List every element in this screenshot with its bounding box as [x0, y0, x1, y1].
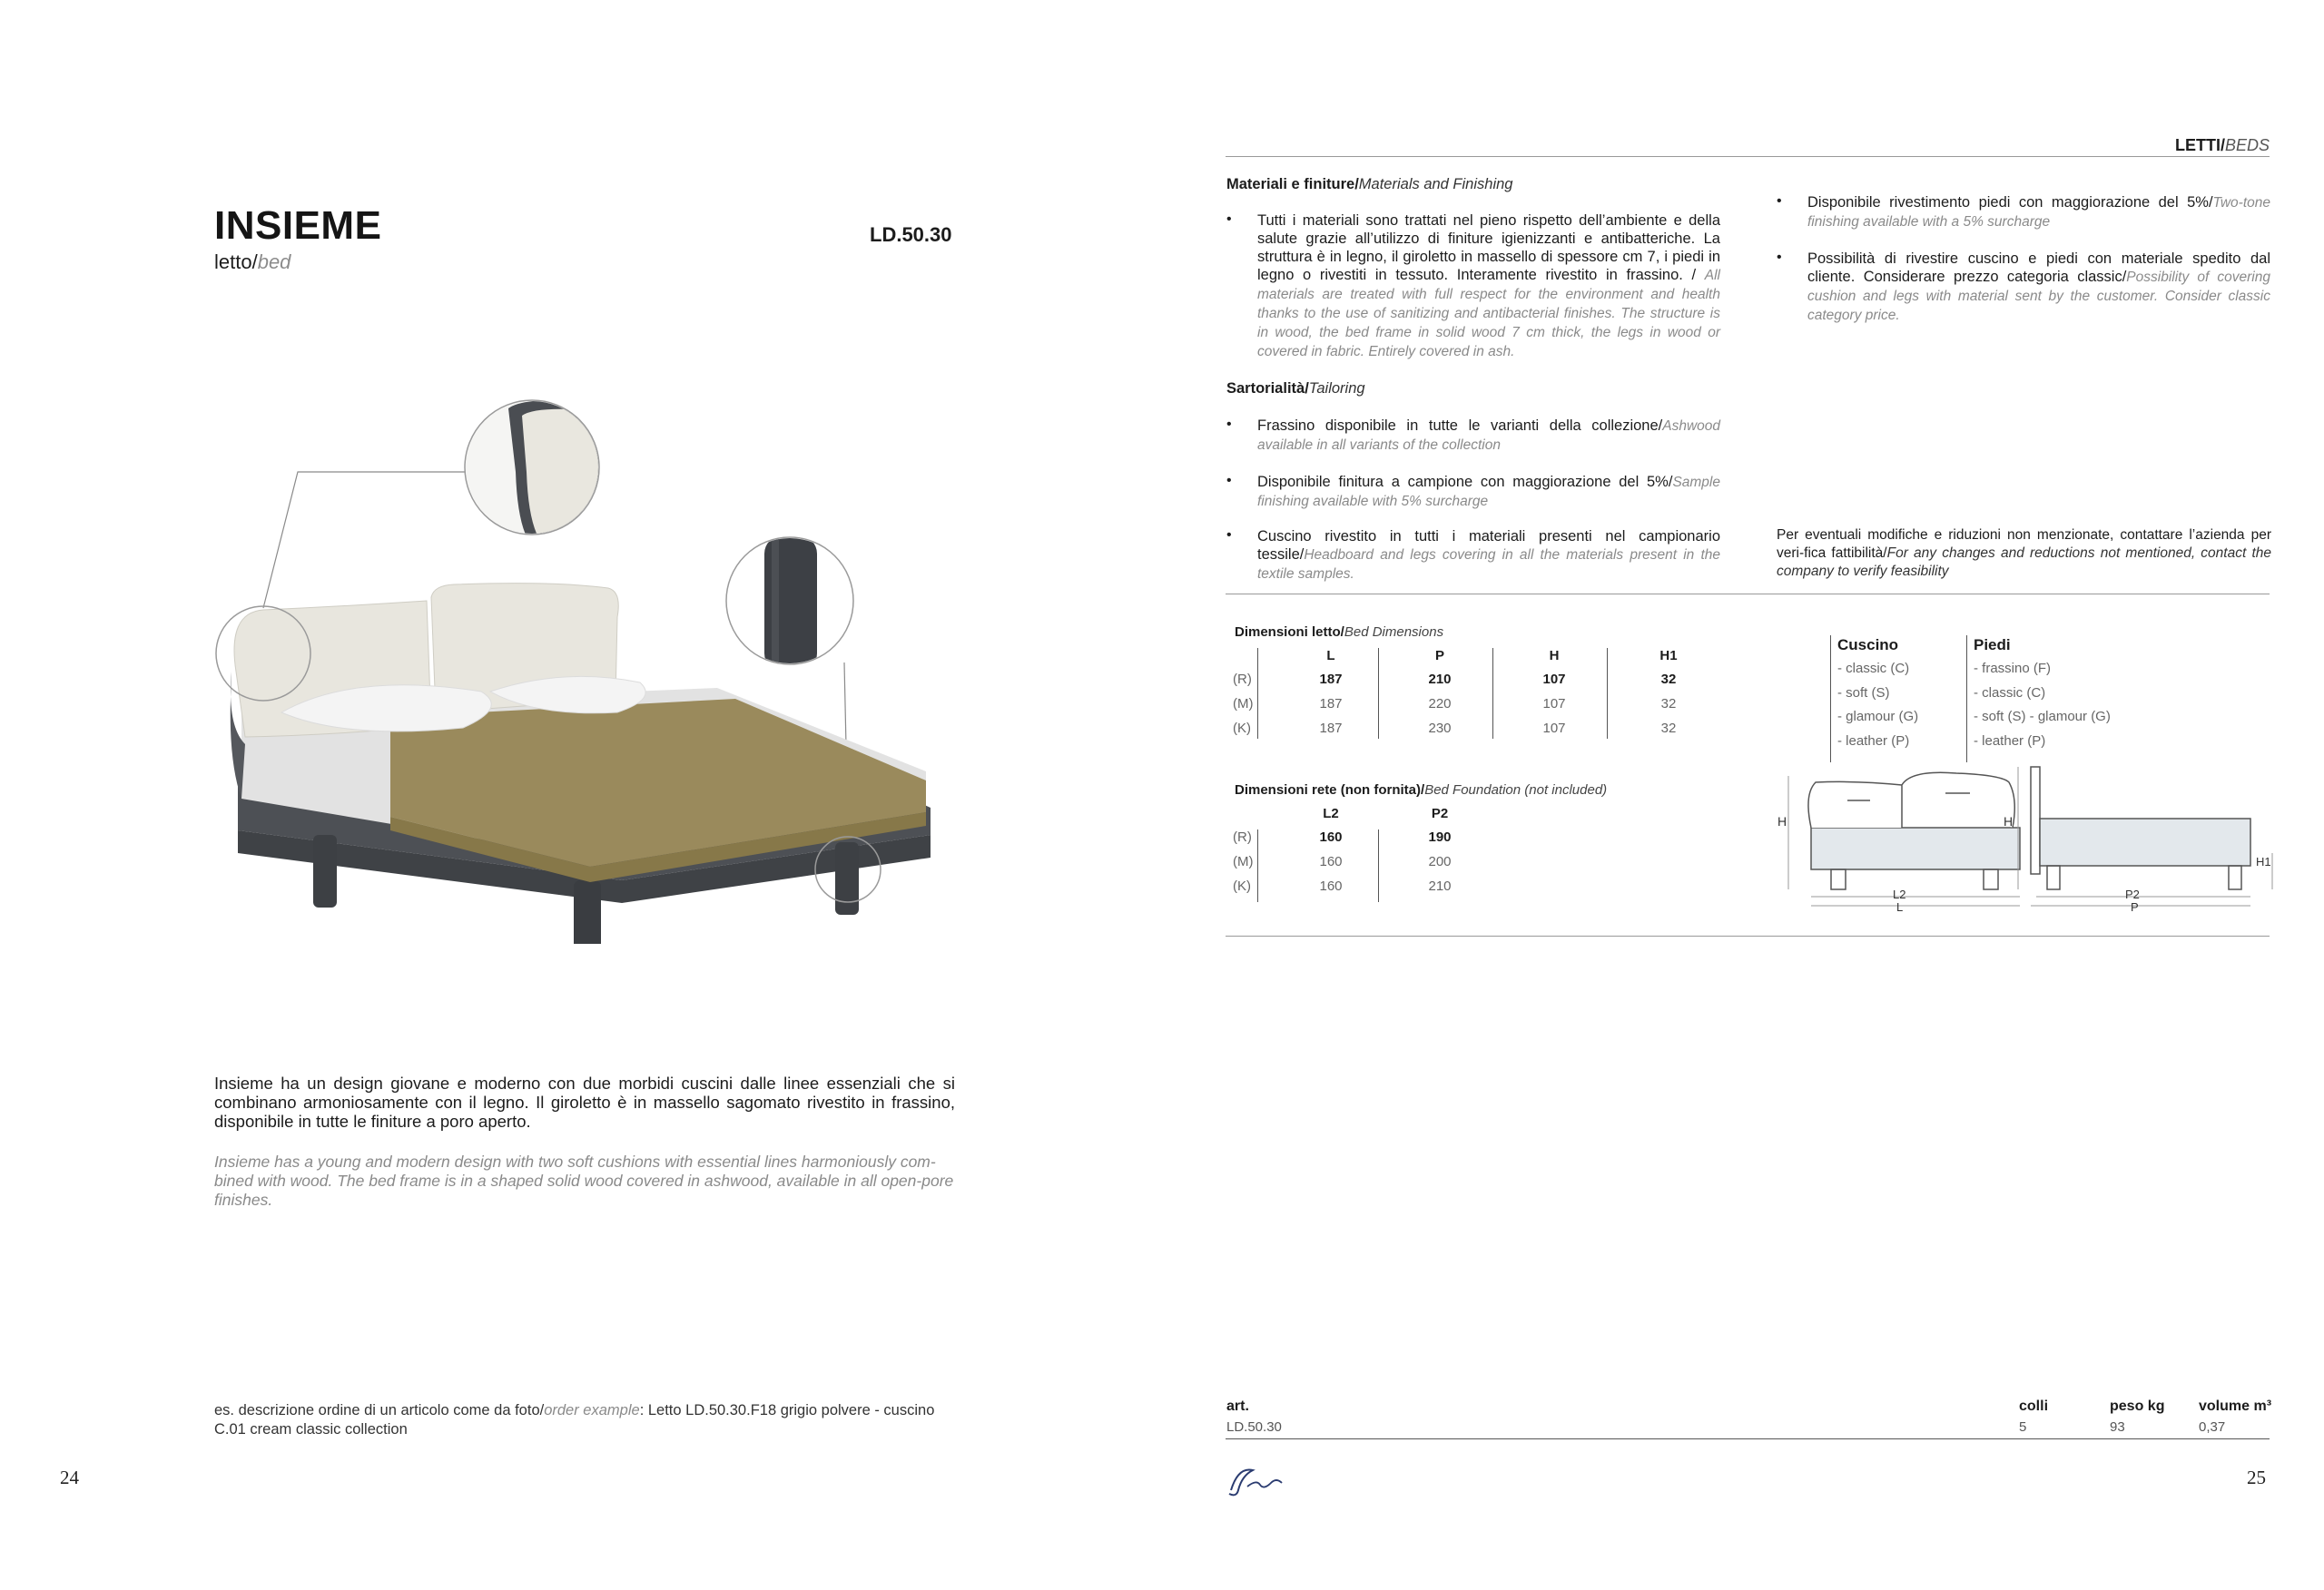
technical-drawing [1775, 762, 2283, 917]
foundation-title-en: Bed Foundation (not included) [1424, 782, 1608, 798]
product-type-en: bed [257, 250, 291, 273]
list-item: - soft (S) - glamour (G) [1974, 709, 2111, 724]
leg-detail-callout [726, 535, 853, 672]
list-item: - leather (P) [1974, 732, 2046, 749]
footer-header-volume: volume m³ [2199, 1399, 2272, 1414]
order-example-prefix: es. descrizione ordine di un articolo come da foto/ [214, 1402, 545, 1418]
foundation-title-it: Dimensioni rete (non fornita)/ [1235, 782, 1425, 798]
materials-bullet [1226, 211, 1720, 361]
order-example [214, 1401, 959, 1439]
bullet-dot: • [1226, 527, 1232, 543]
table-row [1235, 829, 1507, 849]
table-row [1235, 696, 1734, 716]
list-item: - classic (C) [1837, 661, 1910, 676]
bullet-text-en: All materials are treated with full respect for the environment and health thanks to the use of sanitizing and antibacterial finishes. The structure is in wood, the bed frame in solid wood 7 cm thick, the legs in wood or covered in fabric. Entirely covered in ash. [1257, 268, 1720, 359]
callout-line-headboard [263, 472, 468, 608]
table-cell: 32 [1660, 672, 1677, 687]
divider [1226, 1438, 2270, 1439]
page-number-right: 25 [2247, 1467, 2266, 1488]
bed-dimensions-title-en: Bed Dimensions [1344, 624, 1444, 640]
bullet-dot: • [1777, 193, 1782, 209]
row-label: (R) [1233, 672, 1252, 687]
extras-bullet [1777, 250, 2270, 325]
row-label: (M) [1233, 696, 1254, 712]
bullet-dot: • [1226, 417, 1232, 432]
bed-leg [574, 880, 601, 944]
bullet-text-it: Frassino disponibile in tutte le varianti della collezione/ [1257, 417, 1663, 434]
tailoring-bullet [1226, 473, 1720, 511]
footer-value-peso: 93 [2110, 1419, 2125, 1435]
headboard-detail-callout [463, 399, 608, 545]
table-cell: 32 [1660, 721, 1677, 736]
note-it: Per eventuali modifiche e riduzioni non menzionate, contattare l’azienda per veri-fica fattibilità/ [1777, 527, 2271, 561]
list-item: - soft (S) [1837, 684, 1890, 701]
table-header: P2 [1431, 806, 1449, 821]
category-header [2175, 136, 2270, 155]
foundation-dimensions-title [1235, 782, 1607, 798]
bed-leg [835, 842, 859, 915]
footer-value-colli: 5 [2019, 1419, 2027, 1435]
bullet-text-en: Ashwood available in all variants of the collection [1257, 418, 1720, 453]
table-header: H1 [1659, 648, 1678, 663]
dim-label-h1: H1 [2256, 855, 2271, 869]
front-view-drawing [1788, 772, 2020, 906]
bed-leg [313, 835, 337, 908]
row-label: (R) [1233, 829, 1252, 845]
product-title: INSIEME [214, 203, 382, 248]
extras-bullet [1777, 193, 2270, 231]
category-en: BEDS [2225, 136, 2270, 154]
table-row [1235, 721, 1734, 741]
list-item: - glamour (G) [1837, 709, 1919, 724]
table-row [1235, 878, 1507, 898]
order-example-label: order example [544, 1402, 640, 1418]
table-header: L2 [1323, 806, 1339, 821]
bullet-text-it: Disponibile rivestimento piedi con maggiorazione del 5%/ [1807, 194, 2213, 211]
column-divider [1830, 635, 1831, 762]
table-cell: 220 [1428, 696, 1452, 712]
table-cell: 160 [1319, 854, 1343, 869]
product-code: LD.50.30 [870, 223, 952, 246]
foundation-dimensions-table [1235, 806, 1507, 906]
bed-dimensions-title [1235, 624, 1443, 640]
materials-heading [1226, 176, 1512, 193]
list-item: - frassino (F) [1974, 661, 2052, 676]
bullet-dot: • [1777, 250, 1782, 265]
footer-value-volume: 0,37 [2199, 1419, 2226, 1435]
table-header: P [1434, 648, 1444, 663]
tailoring-heading-en: Tailoring [1308, 380, 1365, 397]
legs-options-title: Piedi [1974, 636, 2011, 653]
table-cell: 107 [1542, 672, 1566, 687]
category-it: LETTI/ [2175, 136, 2225, 154]
bullet-text-en: Possibility of covering cushion and legs with material sent by the customer. Consider classic category price. [1807, 270, 2270, 323]
footer-value-art: LD.50.30 [1226, 1419, 1282, 1435]
list-item: - leather (P) [1837, 732, 1910, 749]
dim-label-p: P [2131, 900, 2139, 914]
dim-label-l2: L2 [1893, 888, 1906, 901]
brand-logo [1226, 1463, 1289, 1499]
cushion-options-title: Cuscino [1837, 636, 1899, 653]
divider [1226, 156, 2270, 157]
dim-label-p2: P2 [2125, 888, 2140, 901]
product-type-it: letto/ [214, 250, 258, 273]
note-en: For any changes and reductions not mentioned, contact the company to verify feasibility [1777, 545, 2271, 579]
table-cell: 200 [1428, 854, 1452, 869]
page-number-left: 24 [60, 1467, 79, 1488]
tailoring-bullet [1226, 527, 1720, 584]
tailoring-heading-it: Sartorialità/ [1226, 380, 1309, 397]
table-row [1235, 854, 1507, 874]
bed-illustration [209, 399, 944, 944]
product-type [214, 250, 290, 274]
bullet-text-it: Disponibile finitura a campione con maggiorazione del 5%/ [1257, 474, 1673, 490]
table-cell: 190 [1428, 829, 1452, 845]
description-it: Insieme ha un design giovane e moderno con due morbidi cuscini dalle linee essenziali che si combinano armoniosamente con il legno. Il giroletto è in massello sagomato rivestito in frassino, disponibile in tutte le finiture a poro aperto. [214, 1074, 955, 1131]
tailoring-heading [1226, 380, 1365, 398]
bullet-text-en: Headboard and legs covering in all the materials present in the textile samples. [1257, 547, 1720, 582]
bullet-text-it: Tutti i materiali sono trattati nel pieno rispetto dell’ambiente e della salute grazie all’utilizzo di finiture igienizzanti e antibatteriche. La struttura è in legno, il giroletto in massello di spessore cm 7, i piedi in legno o rivestiti in tessuto. Interamente rivestito in frassino. / [1257, 212, 1720, 283]
table-header: H [1549, 648, 1560, 663]
dim-label-l: L [1896, 900, 1904, 914]
footer-header-art: art. [1226, 1399, 1249, 1414]
bullet-dot: • [1226, 211, 1232, 227]
table-cell: 210 [1428, 878, 1452, 894]
feasibility-note [1777, 526, 2271, 581]
materials-heading-it: Materiali e finiture/ [1226, 176, 1359, 192]
table-cell: 160 [1319, 878, 1343, 894]
row-label: (K) [1233, 721, 1251, 736]
table-header: L [1326, 648, 1335, 663]
row-label: (K) [1233, 878, 1251, 894]
divider [1226, 936, 2270, 937]
bed-dimensions-table [1235, 648, 1734, 748]
table-cell: 187 [1319, 696, 1343, 712]
table-cell: 107 [1542, 696, 1566, 712]
bullet-dot: • [1226, 473, 1232, 488]
row-label: (M) [1233, 854, 1254, 869]
list-item: - classic (C) [1974, 684, 2046, 701]
table-cell: 230 [1428, 721, 1452, 736]
table-cell: 187 [1319, 672, 1343, 687]
table-cell: 160 [1319, 829, 1343, 845]
cushion-options-list [1837, 657, 1918, 753]
bullet-text-it: Cuscino rivestito in tutti i materiali presenti nel campionario tessile/ [1257, 528, 1720, 563]
order-example-text: : Letto LD.50.30.F18 grigio polvere - cuscino C.01 cream classic collection [214, 1402, 935, 1438]
description-en: Insieme has a young and modern design with two soft cushions with essential lines harmoniously com-bined with wood. The bed frame is in a shaped solid wood covered in ashwood, available in all open-pore finishes. [214, 1153, 954, 1209]
bullet-text-en: Two-tone finishing available with a 5% surcharge [1807, 195, 2270, 230]
table-row [1235, 672, 1734, 692]
bed-dimensions-title-it: Dimensioni letto/ [1235, 624, 1344, 640]
table-cell: 187 [1319, 721, 1343, 736]
footer-header-colli: colli [2019, 1399, 2049, 1414]
legs-options-list [1974, 657, 2111, 753]
table-cell: 107 [1542, 721, 1566, 736]
dim-label-h: H [1777, 814, 1787, 829]
footer-header-peso: peso kg [2110, 1399, 2165, 1414]
bullet-text-it: Possibilità di rivestire cuscino e piedi con materiale spedito dal cliente. Considerare prezzo categoria classic/ [1807, 250, 2270, 285]
dim-label-h: H [2004, 814, 2014, 829]
tailoring-bullet [1226, 417, 1720, 455]
table-cell: 210 [1428, 672, 1452, 687]
bullet-text-en: Sample finishing available with 5% surcharge [1257, 475, 1720, 509]
column-divider [1966, 635, 1967, 762]
materials-heading-en: Materials and Finishing [1358, 176, 1513, 192]
table-cell: 32 [1660, 696, 1677, 712]
side-view-drawing [2018, 767, 2272, 906]
